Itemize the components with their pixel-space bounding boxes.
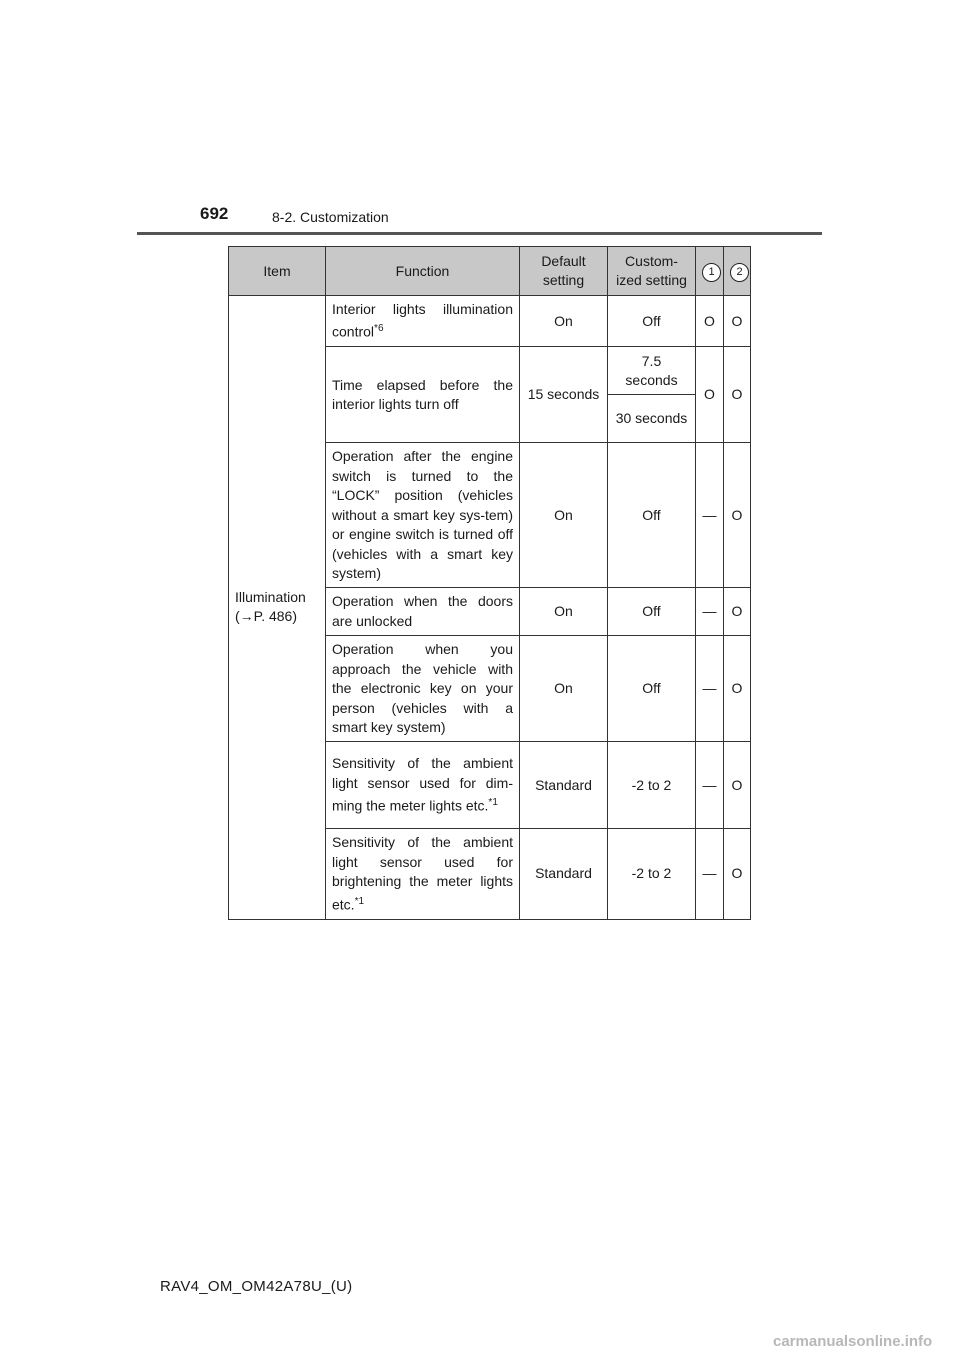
function-cell: Sensitivity of the ambient light sensor used for dim-ming the meter lights etc.$^{*1}$ [326,742,520,829]
method-2-cell: O [724,296,751,347]
method-2-cell: O [724,443,751,588]
circled-2-icon: 2 [730,263,749,282]
function-cell: Sensitivity of the ambient light sensor used for brightening the meter lights etc.$^{*1}$ [326,829,520,919]
method-1-cell: — [696,829,724,919]
default-cell: 15 seconds [520,347,608,443]
method-1-cell: — [696,443,724,588]
item-name: Illumination [235,589,306,606]
method-1-cell: — [696,742,724,829]
header-item: Item [229,247,326,296]
footnote-mark: *1 [354,895,365,907]
footnote-mark: *1 [488,797,498,809]
method-1-cell: O [696,347,724,443]
header-default-setting: Default setting [520,247,608,296]
header-customized-setting: Custom-ized setting [608,247,696,296]
table-header-row [229,247,751,296]
custom-cell: 7.5 seconds [608,347,696,395]
custom-cell: Off [608,296,696,347]
section-title: 8-2. Customization [272,209,389,225]
custom-cell: Off [608,636,696,742]
item-page-ref: (→P. 486) [235,608,297,625]
custom-cell: Off [608,588,696,636]
default-cell: Standard [520,742,608,829]
header-method-1 [696,247,724,296]
function-cell: Interior lights illumination control$^{*6}$ [326,296,520,347]
document-code: RAV4_OM_OM42A78U_(U) [160,1278,353,1295]
function-cell: Operation when you approach the vehicle with the electronic key on your person (vehicles with a smart key system) [326,636,520,742]
method-2-cell: O [724,742,751,829]
method-2-cell: O [724,347,751,443]
table-row [229,296,751,347]
method-2-cell: O [724,636,751,742]
method-1-cell: O [696,296,724,347]
item-cell [229,296,326,920]
header-function: Function [326,247,520,296]
default-cell: On [520,588,608,636]
footnote-mark: *6 [374,323,384,335]
customization-table [228,246,751,920]
method-2-cell: O [724,829,751,919]
function-cell: Time elapsed before the interior lights turn off [326,347,520,443]
default-cell: On [520,296,608,347]
page-number: 692 [200,204,229,223]
custom-cell: -2 to 2 [608,829,696,919]
method-1-cell: — [696,588,724,636]
default-cell: On [520,443,608,588]
custom-cell: Off [608,443,696,588]
custom-cell: -2 to 2 [608,742,696,829]
watermark: carmanualsonline.info [773,1333,933,1350]
header-rule [137,232,822,235]
default-cell: On [520,636,608,742]
circled-1-icon: 1 [702,263,721,282]
function-cell: Operation when the doors are unlocked [326,588,520,636]
header-method-2 [724,247,751,296]
custom-cell: 30 seconds [608,395,696,443]
method-1-cell: — [696,636,724,742]
method-2-cell: O [724,588,751,636]
function-cell: Operation after the engine switch is turned to the “LOCK” position (vehicles without a smart key sys-tem) or engine switch is turned off (vehicles with a smart key system) [326,443,520,588]
default-cell: Standard [520,829,608,919]
